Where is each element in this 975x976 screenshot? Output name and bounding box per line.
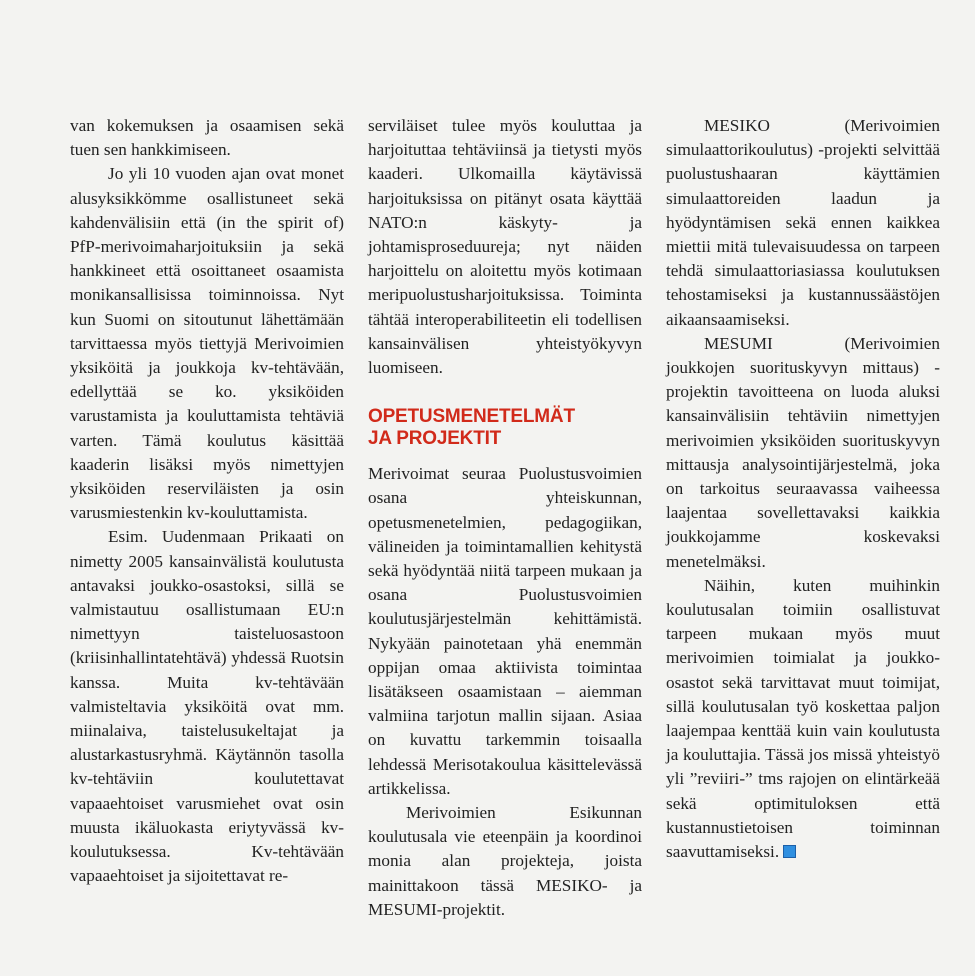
paragraph: MESIKO (Merivoimien simulaattorikoulutus) -projekti selvittää puolustushaaran käyttämien simulaattoreiden laadun ja hyödyntämisen sekä ennen kaikkea miettii mitä tulevaisuudessa on tarpeen tehdä simulaattoriasiassa koulutuksen tehostamiseksi ja kustannussäästöjen aikaansaamiseksi. — [666, 116, 940, 329]
article-end-square-icon — [783, 845, 796, 858]
paragraph: Merivoimien Esikunnan koulutusala vie eteenpäin ja koordinoi monia alan projekteja, joista mainittakoon tässä MESIKO- ja MESUMI-projektit. — [368, 803, 642, 919]
paragraph: Jo yli 10 vuoden ajan ovat monet alusyksikkömme osallistuneet sekä kahdenvälisiin että (in the spirit of) PfP-merivoimaharjoituksiin ja sekä hankkineet että osoittaneet osaamista monikansallisissa toiminnoissa. Nyt kun Suomi on sitoutunut lähettämään tarvittaessa myös tiettyjä Merivoimien yksiköitä ja joukkoja kv-tehtävään, edellyttää se ko. yksiköiden varustamista ja kouluttamista tehtäviä varten. Tämä koulutus käsittää kaaderin lisäksi myös nimettyjen yksiköiden reserviläisten ja osin varusmiestenkin kv-kouluttamista. — [70, 164, 344, 523]
text-column-1 — [70, 114, 344, 976]
paragraph: MESUMI (Merivoimien joukkojen suorituskyvyn mittaus) -projektin tavoitteena on luoda aluksi kansainvälisiin tehtäviin nimettyjen merivoimien yksiköiden suorituskyvyn mittausja analysointijärjestelmä, joka on tarkoitus seuraavassa vaiheessa laajentaa sovellettavaksi kaikkia joukkojamme koskevaksi menetelmäksi. — [666, 333, 940, 571]
section-heading-line: JA PROJEKTIT — [368, 428, 502, 450]
paragraph — [666, 574, 940, 864]
paragraph: van kokemuksen ja osaamisen sekä tuen sen hankkimiseen. — [70, 116, 344, 160]
section-heading-line: OPETUSMENETELMÄT — [368, 406, 575, 428]
section-heading — [368, 406, 642, 450]
paragraph: Merivoimat seuraa Puolustusvoimien osana yhteiskunnan, opetusmenetelmien, pedagogiikan, välineiden ja toimintamallien kehitystä sekä hyödyntää niitä tarpeen mukaan ja osana Puolustusvoimien koulutusjärjestelmän kehittämistä. Nykyään painotetaan yhä enemmän oppijan omaa aktiivista toimintaa lisätäkseen osaamistaan – aiemman valmiina tarjotun mallin sijaan. Asiaa on kuvattu tarkemmin toisaalla lehdessä Merisotakoulua käsittelevässä artikkelissa. — [368, 464, 642, 798]
text-column-2 — [368, 114, 642, 976]
paragraph-text: Näihin, kuten muihinkin koulutusalan toimiin osallistuvat tarpeen mukaan myös muut merivoimien toimialat ja joukko-osastot sekä tarvittavat muut toimijat, sillä koulutusalan työ koskettaa paljon laajempaa kenttää kuin vain koulutusta ja kouluttajia. Tässä jos missä yhteistyö yli ”reviiri-” tms rajojen on elintärkeää sekä optimituloksen että kustannustietoisen toiminnan saavuttamiseksi. — [666, 575, 940, 862]
text-column-3 — [666, 114, 940, 976]
paragraph: serviläiset tulee myös kouluttaa ja harjoituttaa tehtäviinsä ja tietysti myös kaaderi. Ulkomailla käytävissä harjoituksissa on pitänyt osata käyttää NATO:n käskyty- ja johtamisproseduureja; nyt näiden harjoittelu on aloitettu myös kotimaan meripuolustusharjoituksissa. Toiminta tähtää interoperabiliteetin eli todellisen kansainvälisen yhteistyökyvyn luomiseen. — [368, 116, 642, 378]
paragraph: Esim. Uudenmaan Prikaati on nimetty 2005 kansainvälistä koulutusta antavaksi joukko-osastoksi, sillä se valmistautuu osallistumaan EU:n nimettyyn taisteluosastoon (kriisinhallintatehtävä) yhdessä Ruotsin kanssa. Muita kv-tehtävään valmisteltavia yksiköitä ovat mm. miinalaiva, taistelusukeltajat ja alustarkastusryhmä. Käytännön tasolla kv-tehtäviin koulutettavat vapaaehtoiset varusmiehet ovat osin muusta ikäluokasta eriytyvässä kv-koulutuksessa. Kv-tehtävään vapaaehtoiset ja sijoitettavat re- — [70, 527, 344, 886]
